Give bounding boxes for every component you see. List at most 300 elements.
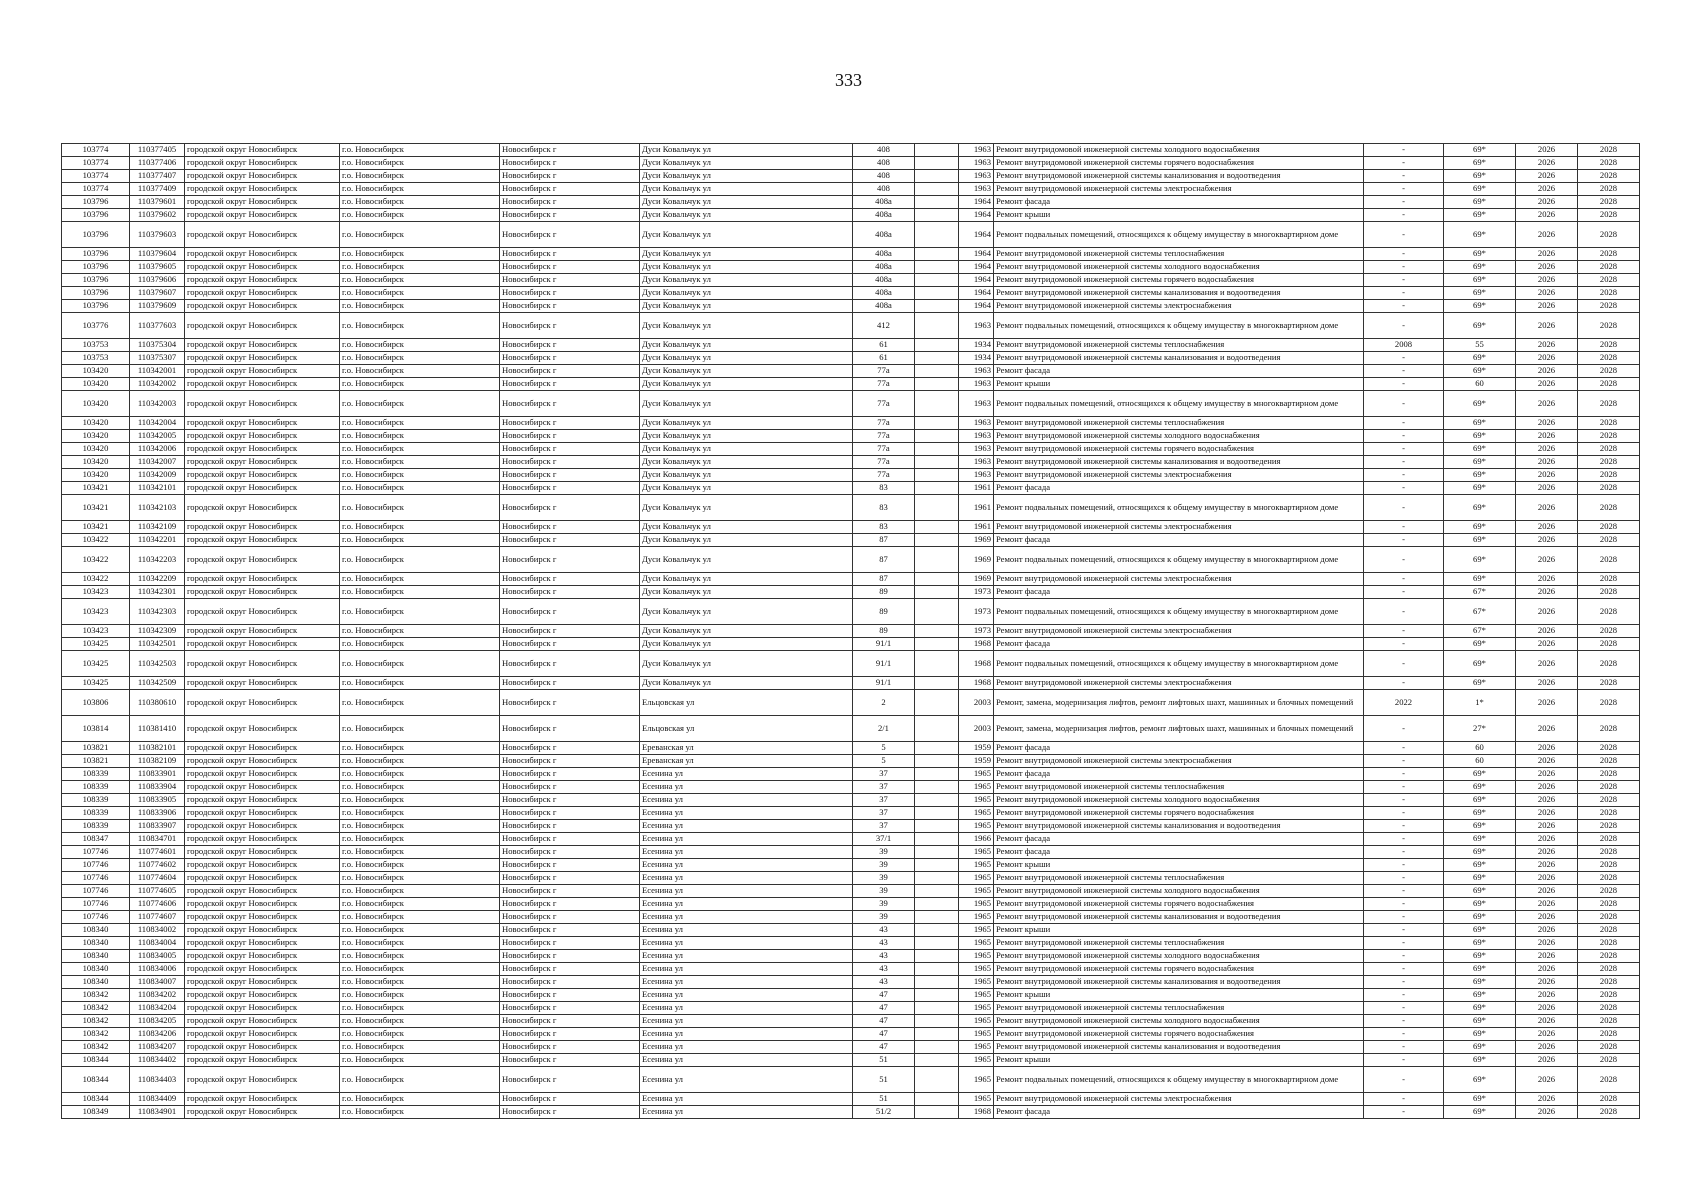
house-id-cell: 103753 — [62, 339, 130, 352]
table-row — [62, 391, 1640, 417]
house-id-cell: 108342 — [62, 1041, 130, 1054]
table-row — [62, 872, 1640, 885]
end-year-cell: 2028 — [1578, 378, 1640, 391]
last-repair-year-cell: - — [1364, 300, 1444, 313]
building-cell — [915, 456, 959, 469]
house-id-cell: 103422 — [62, 547, 130, 573]
settlement-cell: г.о. Новосибирск — [340, 755, 500, 768]
house-number-cell: 51 — [853, 1093, 915, 1106]
municipality-cell: городской округ Новосибирск — [185, 456, 340, 469]
last-repair-year-cell: - — [1364, 1106, 1444, 1119]
building-cell — [915, 742, 959, 755]
locality-cell: Новосибирск г — [500, 1041, 640, 1054]
settlement-cell: г.о. Новосибирск — [340, 742, 500, 755]
built-year-cell: 1973 — [959, 599, 994, 625]
street-cell: Дуси Ковальчук ул — [640, 248, 853, 261]
municipality-cell: городской округ Новосибирск — [185, 547, 340, 573]
table-row — [62, 677, 1640, 690]
table-row — [62, 248, 1640, 261]
street-cell: Есенина ул — [640, 794, 853, 807]
work-type-cell: Ремонт крыши — [994, 989, 1364, 1002]
work-id-cell: 110379605 — [130, 261, 185, 274]
built-year-cell: 1968 — [959, 651, 994, 677]
locality-cell: Новосибирск г — [500, 157, 640, 170]
built-year-cell: 1969 — [959, 534, 994, 547]
work-id-cell: 110342001 — [130, 365, 185, 378]
wear-percent-cell: 69* — [1444, 430, 1516, 443]
work-type-cell: Ремонт внутридомовой инженерной системы канализования и водоотведения — [994, 170, 1364, 183]
municipality-cell: городской округ Новосибирск — [185, 677, 340, 690]
street-cell: Дуси Ковальчук ул — [640, 222, 853, 248]
municipality-cell: городской округ Новосибирск — [185, 716, 340, 742]
table-row — [62, 1015, 1640, 1028]
settlement-cell: г.о. Новосибирск — [340, 495, 500, 521]
start-year-cell: 2026 — [1516, 183, 1578, 196]
wear-percent-cell: 69* — [1444, 482, 1516, 495]
start-year-cell: 2026 — [1516, 638, 1578, 651]
work-type-cell: Ремонт внутридомовой инженерной системы холодного водоснабжения — [994, 1015, 1364, 1028]
end-year-cell: 2028 — [1578, 1028, 1640, 1041]
municipality-cell: городской округ Новосибирск — [185, 820, 340, 833]
work-id-cell: 110834002 — [130, 924, 185, 937]
table-row — [62, 573, 1640, 586]
end-year-cell: 2028 — [1578, 677, 1640, 690]
work-id-cell: 110834004 — [130, 937, 185, 950]
work-id-cell: 110381410 — [130, 716, 185, 742]
built-year-cell: 1963 — [959, 391, 994, 417]
table-row — [62, 196, 1640, 209]
work-type-cell: Ремонт крыши — [994, 209, 1364, 222]
house-id-cell: 108340 — [62, 950, 130, 963]
built-year-cell: 1961 — [959, 482, 994, 495]
built-year-cell: 1968 — [959, 638, 994, 651]
work-id-cell: 110375307 — [130, 352, 185, 365]
table-row — [62, 781, 1640, 794]
street-cell: Дуси Ковальчук ул — [640, 430, 853, 443]
municipality-cell: городской округ Новосибирск — [185, 651, 340, 677]
table-row — [62, 1041, 1640, 1054]
locality-cell: Новосибирск г — [500, 339, 640, 352]
wear-percent-cell: 69* — [1444, 898, 1516, 911]
locality-cell: Новосибирск г — [500, 534, 640, 547]
end-year-cell: 2028 — [1578, 989, 1640, 1002]
street-cell: Дуси Ковальчук ул — [640, 521, 853, 534]
end-year-cell: 2028 — [1578, 534, 1640, 547]
end-year-cell: 2028 — [1578, 183, 1640, 196]
built-year-cell: 1965 — [959, 1067, 994, 1093]
locality-cell: Новосибирск г — [500, 1054, 640, 1067]
last-repair-year-cell: - — [1364, 248, 1444, 261]
building-cell — [915, 781, 959, 794]
last-repair-year-cell: - — [1364, 1002, 1444, 1015]
end-year-cell: 2028 — [1578, 820, 1640, 833]
street-cell: Дуси Ковальчук ул — [640, 534, 853, 547]
wear-percent-cell: 67* — [1444, 586, 1516, 599]
end-year-cell: 2028 — [1578, 170, 1640, 183]
wear-percent-cell: 27* — [1444, 716, 1516, 742]
end-year-cell: 2028 — [1578, 222, 1640, 248]
wear-percent-cell: 69* — [1444, 196, 1516, 209]
house-number-cell: 39 — [853, 911, 915, 924]
start-year-cell: 2026 — [1516, 261, 1578, 274]
municipality-cell: городской округ Новосибирск — [185, 573, 340, 586]
street-cell: Есенина ул — [640, 898, 853, 911]
municipality-cell: городской округ Новосибирск — [185, 976, 340, 989]
built-year-cell: 1964 — [959, 274, 994, 287]
built-year-cell: 1965 — [959, 976, 994, 989]
start-year-cell: 2026 — [1516, 898, 1578, 911]
work-type-cell: Ремонт внутридомовой инженерной системы электроснабжения — [994, 625, 1364, 638]
settlement-cell: г.о. Новосибирск — [340, 313, 500, 339]
wear-percent-cell: 69* — [1444, 456, 1516, 469]
house-number-cell: 77а — [853, 430, 915, 443]
end-year-cell: 2028 — [1578, 391, 1640, 417]
table-row — [62, 742, 1640, 755]
settlement-cell: г.о. Новосибирск — [340, 573, 500, 586]
work-id-cell: 110834207 — [130, 1041, 185, 1054]
wear-percent-cell: 69* — [1444, 417, 1516, 430]
street-cell: Дуси Ковальчук ул — [640, 157, 853, 170]
building-cell — [915, 898, 959, 911]
locality-cell: Новосибирск г — [500, 456, 640, 469]
work-type-cell: Ремонт внутридомовой инженерной системы электроснабжения — [994, 469, 1364, 482]
table-row — [62, 170, 1640, 183]
wear-percent-cell: 69* — [1444, 170, 1516, 183]
house-number-cell: 39 — [853, 885, 915, 898]
table-row — [62, 521, 1640, 534]
street-cell: Дуси Ковальчук ул — [640, 144, 853, 157]
built-year-cell: 1964 — [959, 261, 994, 274]
house-id-cell: 107746 — [62, 898, 130, 911]
last-repair-year-cell: - — [1364, 937, 1444, 950]
municipality-cell: городской округ Новосибирск — [185, 950, 340, 963]
street-cell: Дуси Ковальчук ул — [640, 677, 853, 690]
start-year-cell: 2026 — [1516, 300, 1578, 313]
locality-cell: Новосибирск г — [500, 196, 640, 209]
house-number-cell: 37 — [853, 820, 915, 833]
house-number-cell: 408 — [853, 170, 915, 183]
house-number-cell: 47 — [853, 1015, 915, 1028]
house-number-cell: 47 — [853, 989, 915, 1002]
work-type-cell: Ремонт внутридомовой инженерной системы электроснабжения — [994, 677, 1364, 690]
last-repair-year-cell: - — [1364, 430, 1444, 443]
municipality-cell: городской округ Новосибирск — [185, 1093, 340, 1106]
municipality-cell: городской округ Новосибирск — [185, 807, 340, 820]
wear-percent-cell: 69* — [1444, 820, 1516, 833]
start-year-cell: 2026 — [1516, 586, 1578, 599]
start-year-cell: 2026 — [1516, 690, 1578, 716]
table-body — [62, 144, 1640, 1119]
built-year-cell: 1963 — [959, 456, 994, 469]
end-year-cell: 2028 — [1578, 1067, 1640, 1093]
work-type-cell: Ремонт внутридомовой инженерной системы электроснабжения — [994, 300, 1364, 313]
wear-percent-cell: 69* — [1444, 859, 1516, 872]
built-year-cell: 1965 — [959, 781, 994, 794]
last-repair-year-cell: - — [1364, 352, 1444, 365]
settlement-cell: г.о. Новосибирск — [340, 157, 500, 170]
house-number-cell: 43 — [853, 950, 915, 963]
house-number-cell: 83 — [853, 521, 915, 534]
municipality-cell: городской округ Новосибирск — [185, 963, 340, 976]
table-row — [62, 599, 1640, 625]
house-id-cell: 107746 — [62, 872, 130, 885]
start-year-cell: 2026 — [1516, 534, 1578, 547]
end-year-cell: 2028 — [1578, 937, 1640, 950]
end-year-cell: 2028 — [1578, 313, 1640, 339]
end-year-cell: 2028 — [1578, 872, 1640, 885]
house-id-cell: 103421 — [62, 495, 130, 521]
settlement-cell: г.о. Новосибирск — [340, 833, 500, 846]
last-repair-year-cell: - — [1364, 469, 1444, 482]
house-id-cell: 103774 — [62, 170, 130, 183]
table-row — [62, 365, 1640, 378]
end-year-cell: 2028 — [1578, 469, 1640, 482]
end-year-cell: 2028 — [1578, 443, 1640, 456]
work-id-cell: 110342201 — [130, 534, 185, 547]
house-number-cell: 412 — [853, 313, 915, 339]
settlement-cell: г.о. Новосибирск — [340, 859, 500, 872]
wear-percent-cell: 69* — [1444, 365, 1516, 378]
settlement-cell: г.о. Новосибирск — [340, 183, 500, 196]
wear-percent-cell: 69* — [1444, 1093, 1516, 1106]
house-number-cell: 77а — [853, 469, 915, 482]
municipality-cell: городской округ Новосибирск — [185, 1028, 340, 1041]
house-id-cell: 103821 — [62, 742, 130, 755]
house-number-cell: 77а — [853, 417, 915, 430]
table-row — [62, 495, 1640, 521]
house-id-cell: 103821 — [62, 755, 130, 768]
built-year-cell: 1963 — [959, 183, 994, 196]
table-row — [62, 469, 1640, 482]
locality-cell: Новосибирск г — [500, 274, 640, 287]
work-id-cell: 110834403 — [130, 1067, 185, 1093]
house-number-cell: 5 — [853, 755, 915, 768]
municipality-cell: городской округ Новосибирск — [185, 989, 340, 1002]
locality-cell: Новосибирск г — [500, 1015, 640, 1028]
house-number-cell: 2/1 — [853, 716, 915, 742]
work-type-cell: Ремонт внутридомовой инженерной системы холодного водоснабжения — [994, 144, 1364, 157]
last-repair-year-cell: - — [1364, 1041, 1444, 1054]
work-type-cell: Ремонт внутридомовой инженерной системы холодного водоснабжения — [994, 794, 1364, 807]
street-cell: Есенина ул — [640, 872, 853, 885]
work-id-cell: 110342301 — [130, 586, 185, 599]
last-repair-year-cell: 2008 — [1364, 339, 1444, 352]
work-type-cell: Ремонт фасада — [994, 638, 1364, 651]
built-year-cell: 1964 — [959, 300, 994, 313]
start-year-cell: 2026 — [1516, 378, 1578, 391]
start-year-cell: 2026 — [1516, 339, 1578, 352]
street-cell: Дуси Ковальчук ул — [640, 495, 853, 521]
wear-percent-cell: 67* — [1444, 625, 1516, 638]
building-cell — [915, 287, 959, 300]
start-year-cell: 2026 — [1516, 859, 1578, 872]
municipality-cell: городской округ Новосибирск — [185, 378, 340, 391]
locality-cell: Новосибирск г — [500, 794, 640, 807]
end-year-cell: 2028 — [1578, 365, 1640, 378]
work-type-cell: Ремонт внутридомовой инженерной системы горячего водоснабжения — [994, 1028, 1364, 1041]
street-cell: Есенина ул — [640, 911, 853, 924]
work-id-cell: 110382101 — [130, 742, 185, 755]
start-year-cell: 2026 — [1516, 313, 1578, 339]
street-cell: Есенина ул — [640, 859, 853, 872]
building-cell — [915, 573, 959, 586]
start-year-cell: 2026 — [1516, 1015, 1578, 1028]
built-year-cell: 2003 — [959, 716, 994, 742]
wear-percent-cell: 69* — [1444, 274, 1516, 287]
work-id-cell: 110380610 — [130, 690, 185, 716]
house-number-cell: 408а — [853, 196, 915, 209]
building-cell — [915, 820, 959, 833]
building-cell — [915, 846, 959, 859]
end-year-cell: 2028 — [1578, 846, 1640, 859]
wear-percent-cell: 69* — [1444, 1028, 1516, 1041]
work-type-cell: Ремонт внутридомовой инженерной системы канализования и водоотведения — [994, 820, 1364, 833]
street-cell: Есенина ул — [640, 807, 853, 820]
street-cell: Дуси Ковальчук ул — [640, 469, 853, 482]
table-row — [62, 300, 1640, 313]
settlement-cell: г.о. Новосибирск — [340, 898, 500, 911]
last-repair-year-cell: - — [1364, 456, 1444, 469]
end-year-cell: 2028 — [1578, 157, 1640, 170]
municipality-cell: городской округ Новосибирск — [185, 742, 340, 755]
end-year-cell: 2028 — [1578, 521, 1640, 534]
work-type-cell: Ремонт фасада — [994, 534, 1364, 547]
locality-cell: Новосибирск г — [500, 755, 640, 768]
start-year-cell: 2026 — [1516, 989, 1578, 1002]
settlement-cell: г.о. Новосибирск — [340, 989, 500, 1002]
end-year-cell: 2028 — [1578, 833, 1640, 846]
start-year-cell: 2026 — [1516, 794, 1578, 807]
end-year-cell: 2028 — [1578, 274, 1640, 287]
last-repair-year-cell: - — [1364, 625, 1444, 638]
settlement-cell: г.о. Новосибирск — [340, 625, 500, 638]
built-year-cell: 1965 — [959, 1028, 994, 1041]
work-id-cell: 110833906 — [130, 807, 185, 820]
municipality-cell: городской округ Новосибирск — [185, 690, 340, 716]
settlement-cell: г.о. Новосибирск — [340, 677, 500, 690]
work-type-cell: Ремонт внутридомовой инженерной системы горячего водоснабжения — [994, 274, 1364, 287]
wear-percent-cell: 69* — [1444, 495, 1516, 521]
last-repair-year-cell: - — [1364, 443, 1444, 456]
house-id-cell: 108339 — [62, 768, 130, 781]
work-id-cell: 110834701 — [130, 833, 185, 846]
municipality-cell: городской округ Новосибирск — [185, 196, 340, 209]
table-row — [62, 898, 1640, 911]
settlement-cell: г.о. Новосибирск — [340, 976, 500, 989]
locality-cell: Новосибирск г — [500, 898, 640, 911]
municipality-cell: городской округ Новосибирск — [185, 755, 340, 768]
municipality-cell: городской округ Новосибирск — [185, 872, 340, 885]
work-type-cell: Ремонт крыши — [994, 924, 1364, 937]
building-cell — [915, 313, 959, 339]
last-repair-year-cell: - — [1364, 378, 1444, 391]
start-year-cell: 2026 — [1516, 846, 1578, 859]
municipality-cell: городской округ Новосибирск — [185, 521, 340, 534]
locality-cell: Новосибирск г — [500, 820, 640, 833]
street-cell: Есенина ул — [640, 1002, 853, 1015]
settlement-cell: г.о. Новосибирск — [340, 378, 500, 391]
table-row — [62, 937, 1640, 950]
work-id-cell: 110342209 — [130, 573, 185, 586]
settlement-cell: г.о. Новосибирск — [340, 1093, 500, 1106]
last-repair-year-cell: - — [1364, 742, 1444, 755]
work-id-cell: 110774604 — [130, 872, 185, 885]
built-year-cell: 1966 — [959, 833, 994, 846]
settlement-cell: г.о. Новосибирск — [340, 443, 500, 456]
last-repair-year-cell: - — [1364, 495, 1444, 521]
table-row — [62, 456, 1640, 469]
house-id-cell: 108339 — [62, 794, 130, 807]
house-number-cell: 408а — [853, 261, 915, 274]
locality-cell: Новосибирск г — [500, 625, 640, 638]
locality-cell: Новосибирск г — [500, 300, 640, 313]
settlement-cell: г.о. Новосибирск — [340, 937, 500, 950]
last-repair-year-cell: - — [1364, 846, 1444, 859]
settlement-cell: г.о. Новосибирск — [340, 846, 500, 859]
end-year-cell: 2028 — [1578, 586, 1640, 599]
street-cell: Дуси Ковальчук ул — [640, 547, 853, 573]
start-year-cell: 2026 — [1516, 287, 1578, 300]
house-number-cell: 43 — [853, 937, 915, 950]
table-row — [62, 924, 1640, 937]
table-row — [62, 651, 1640, 677]
house-id-cell: 108339 — [62, 781, 130, 794]
last-repair-year-cell: - — [1364, 365, 1444, 378]
municipality-cell: городской округ Новосибирск — [185, 248, 340, 261]
street-cell: Дуси Ковальчук ул — [640, 651, 853, 677]
wear-percent-cell: 60 — [1444, 742, 1516, 755]
municipality-cell: городской округ Новосибирск — [185, 599, 340, 625]
start-year-cell: 2026 — [1516, 1093, 1578, 1106]
locality-cell: Новосибирск г — [500, 937, 640, 950]
settlement-cell: г.о. Новосибирск — [340, 144, 500, 157]
street-cell: Дуси Ковальчук ул — [640, 313, 853, 339]
municipality-cell: городской округ Новосибирск — [185, 300, 340, 313]
house-id-cell: 103420 — [62, 456, 130, 469]
locality-cell: Новосибирск г — [500, 833, 640, 846]
work-type-cell: Ремонт внутридомовой инженерной системы электроснабжения — [994, 1093, 1364, 1106]
last-repair-year-cell: - — [1364, 573, 1444, 586]
built-year-cell: 1963 — [959, 157, 994, 170]
locality-cell: Новосибирск г — [500, 352, 640, 365]
house-number-cell: 2 — [853, 690, 915, 716]
house-id-cell: 108339 — [62, 820, 130, 833]
street-cell: Есенина ул — [640, 885, 853, 898]
work-type-cell: Ремонт фасада — [994, 482, 1364, 495]
locality-cell: Новосибирск г — [500, 989, 640, 1002]
building-cell — [915, 989, 959, 1002]
end-year-cell: 2028 — [1578, 898, 1640, 911]
wear-percent-cell: 69* — [1444, 781, 1516, 794]
building-cell — [915, 768, 959, 781]
wear-percent-cell: 69* — [1444, 963, 1516, 976]
last-repair-year-cell: - — [1364, 781, 1444, 794]
last-repair-year-cell: - — [1364, 599, 1444, 625]
house-id-cell: 103421 — [62, 482, 130, 495]
locality-cell: Новосибирск г — [500, 807, 640, 820]
built-year-cell: 1965 — [959, 1054, 994, 1067]
work-id-cell: 110342009 — [130, 469, 185, 482]
end-year-cell: 2028 — [1578, 924, 1640, 937]
house-number-cell: 77а — [853, 443, 915, 456]
locality-cell: Новосибирск г — [500, 586, 640, 599]
end-year-cell: 2028 — [1578, 976, 1640, 989]
work-id-cell: 110342002 — [130, 378, 185, 391]
wear-percent-cell: 69* — [1444, 547, 1516, 573]
end-year-cell: 2028 — [1578, 573, 1640, 586]
house-id-cell: 103423 — [62, 586, 130, 599]
locality-cell: Новосибирск г — [500, 547, 640, 573]
